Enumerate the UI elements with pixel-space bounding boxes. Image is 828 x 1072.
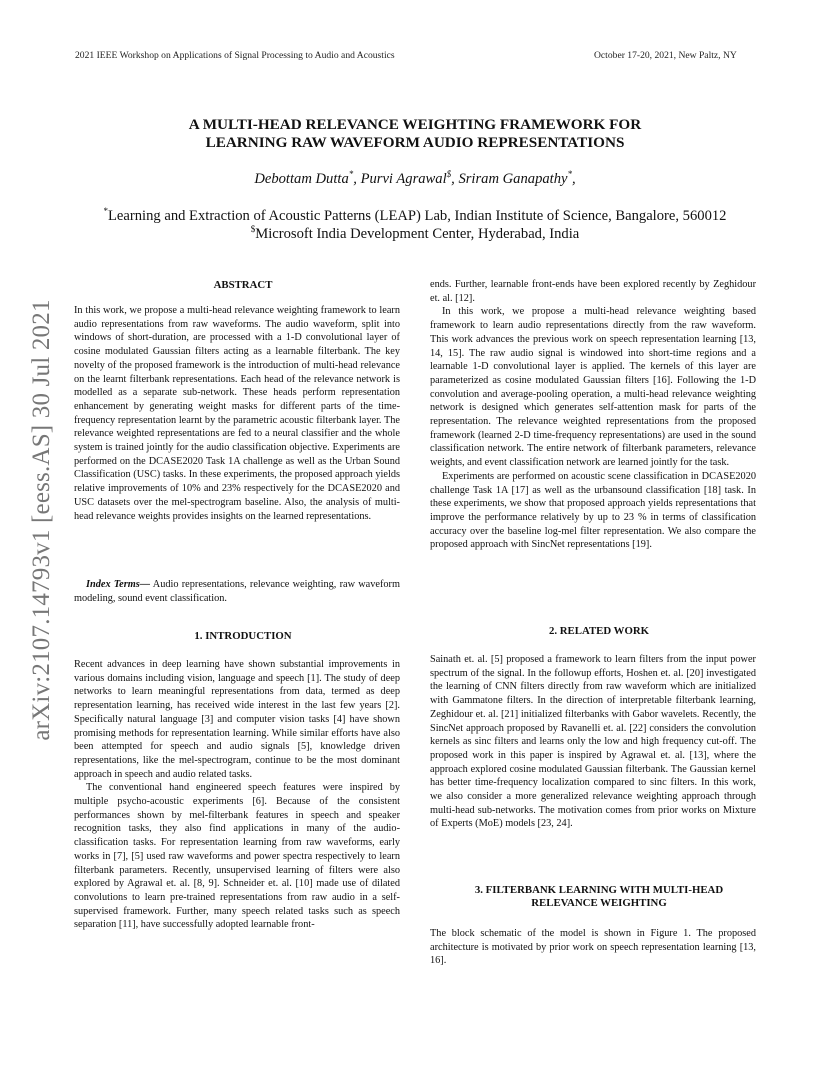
filterbank-section	[430, 884, 756, 910]
author-mark: $	[446, 169, 452, 179]
index-terms-text: Audio representations, relevance weighting, raw waveform modeling, sound event classification.	[74, 579, 400, 604]
index-terms	[74, 578, 400, 605]
title-line-1: A MULTI-HEAD RELEVANCE WEIGHTING FRAMEWORK FOR	[188, 116, 642, 133]
filterbank-heading-line-2: RELEVANCE WEIGHTING	[531, 897, 667, 909]
affiliation-1	[40, 207, 790, 225]
author-mark: *	[348, 169, 354, 179]
related-work-section	[430, 625, 756, 638]
paragraph: The conventional hand engineered speech features were inspired by multiple psycho-acoustic experiments [6]. Because of the consistent performances shown by mel-filterbank features in speech and speaker recognition tasks, they also find applications in many of the audio-classification tasks. For representation learning from raw waveforms, early works in [7], [5] used raw waveforms and power spectra respectively to learn filterbank parameters. Recently, unsupervised learning of filters were also explored by Agrawal et. al. [8, 9]. Schneider et. al. [10] made use of dilated convolutions to learn pre-trained representations from raw audio in a self-supervised framework. Further, many speech related tasks such as speech separation [11], have successfully adopted learnable front-	[74, 782, 400, 931]
author-name: Debottam Dutta	[254, 171, 349, 187]
affiliation-mark: *	[103, 206, 109, 216]
arxiv-stamp: arXiv:2107.14793v1 [eess.AS] 30 Jul 2021	[28, 299, 55, 741]
affiliation-text: Microsoft India Development Center, Hyderabad, India	[255, 226, 580, 242]
affiliation-mark: $	[250, 224, 256, 234]
index-terms-paragraph	[74, 578, 400, 605]
affiliations	[40, 207, 790, 243]
introduction-body	[74, 658, 400, 932]
filterbank-body	[430, 927, 756, 968]
introduction-continued	[430, 278, 756, 552]
running-header-right: October 17-20, 2021, New Paltz, NY	[594, 50, 737, 61]
author-name: Purvi Agrawal	[360, 171, 447, 187]
paragraph: ends. Further, learnable front-ends have been explored recently by Zeghidour et. al. [12].	[430, 279, 756, 304]
paragraph: Recent advances in deep learning have shown substantial improvements in various domains including vision, language and speech [1]. The study of deep networks to learn meaningful representations from data, termed as deep representation learning, has received wide interest in the last few years [2]. Specifically natural language [3] and computer vision tasks [4] have shown promising methods for representation learning. While similar efforts have also been attempted for speech and audio signals [5], knowledge driven representations, like the mel-spectrogram, continue to be the most dominant approach in speech and audio related tasks.	[74, 659, 400, 780]
paragraph: In this work, we propose a multi-head relevance weighting based framework to learn audio representations directly from the raw waveform. This work advances the previous work on speech representation learning [13, 14, 15]. The raw audio signal is windowed into short-time regions and a learnable 1-D convolutional layer is applied. The kernels of this layer are parameterized as cosine modulated Gaussian filters [16]. Following the 1-D convolution and average-pooling operation, a multi-head relevance weighting network is designed which generates self-attention mask for parts of the representation. The relevance weighted representations from the proposed framework (learned 2-D time-frequency representations) are used in the sound classification network. The entire network of filterbank parameters, relevance weights, and event classification network are learned jointly for the task.	[430, 306, 756, 469]
affiliation-text: Learning and Extraction of Acoustic Patterns (LEAP) Lab, Indian Institute of Science, Bangalore, 560012	[108, 208, 727, 224]
author-name: Sriram Ganapathy	[458, 171, 568, 187]
arxiv-stamp-area	[27, 290, 57, 750]
introduction-heading: 1. INTRODUCTION	[194, 630, 292, 642]
index-terms-label: Index Terms—	[86, 579, 151, 590]
filterbank-heading-line-1: 3. FILTERBANK LEARNING WITH MULTI-HEAD	[474, 884, 724, 896]
running-header-left: 2021 IEEE Workshop on Applications of Signal Processing to Audio and Acoustics	[75, 50, 395, 61]
affiliation-2	[40, 225, 790, 243]
abstract-heading: ABSTRACT	[213, 279, 273, 291]
paper-title	[60, 116, 770, 152]
abstract-section	[74, 279, 400, 292]
author-list: Debottam Dutta*, Purvi Agrawal$, Sriram Ganapathy*,	[254, 169, 576, 187]
title-line-2: LEARNING RAW WAVEFORM AUDIO REPRESENTATIONS	[205, 134, 625, 151]
abstract-text: In this work, we propose a multi-head relevance weighting framework to learn audio representations from raw waveforms. The audio waveform, split into windows of short-duration, are processed with a 1-D convolutional layer of cosine modulated Gaussian filters acting as a learnable filterbank. The key novelty of the proposed framework is the introduction of multi-head relevance on the learnt filterbank representations. Each head of the relevance network is modelled as a separate sub-network. These heads perform representation enhancement by generating weight masks for different parts of the time-frequency representation learnt by the parametric acoustic filterbank layer. The relevance weighted representations are fed to a neural classifier and the whole system is trained jointly for the audio classification objective. Experiments are performed on the DCASE2020 Task 1A challenge as well as the Urban Sound Classification (USC) tasks. In these experiments, the proposed approach yields relative improvements of 10% and 23% respectively for the DCASE2020 and USC datasets over the mel-spectrogram baseline. Also, the analysis of multi-head relevance weights provides insights on the learned representations.	[74, 305, 400, 522]
related-work-heading: 2. RELATED WORK	[548, 625, 650, 637]
abstract-body	[74, 304, 400, 523]
paragraph: Sainath et. al. [5] proposed a framework to learn filters from the input power spectrum of the signal. In the followup efforts, Hoshen et. al. [20] investigated the learning of CNN filters directly from raw waveform which are initialized with Gammatone filters. In the direction of interpretable filterbank learning, Zeghidour et. al. [21] initialized filterbanks with Gabor wavelets. Recently, the SincNet approach proposed by Ravanelli et. al. [22] considers the convolution kernels as sinc filters and learns only the low and high frequency cut-off. The proposed work in this paper is inspired by Agrawal et. al. [13], where the approach explored cosine modulated Gaussian filterbank. The Gaussian kernel has better time-frequency localization compared to sinc filters. In this work, we also consider a more generalized relevance weighting approach through multi-head sub-networks. The motivation comes from prior works on Mixture of Experts (MoE) models [23, 24].	[430, 654, 756, 830]
author-mark: *	[567, 169, 573, 179]
related-work-body	[430, 653, 756, 831]
paragraph: Experiments are performed on acoustic scene classification in DCASE2020 challenge Task 1A [17] as well as the urbansound classification [18] task. In these experiments, we show that proposed approach yields representations that improve the performance relatively by up to 23 % in terms of classification accuracy over the baseline log-mel filter representation. We also compare the proposed approach with SincNet representations [19].	[430, 470, 756, 551]
paragraph: The block schematic of the model is shown in Figure 1. The proposed architecture is motivated by prior work on speech representation learning [13, 16].	[430, 928, 756, 967]
introduction-section	[74, 630, 400, 643]
